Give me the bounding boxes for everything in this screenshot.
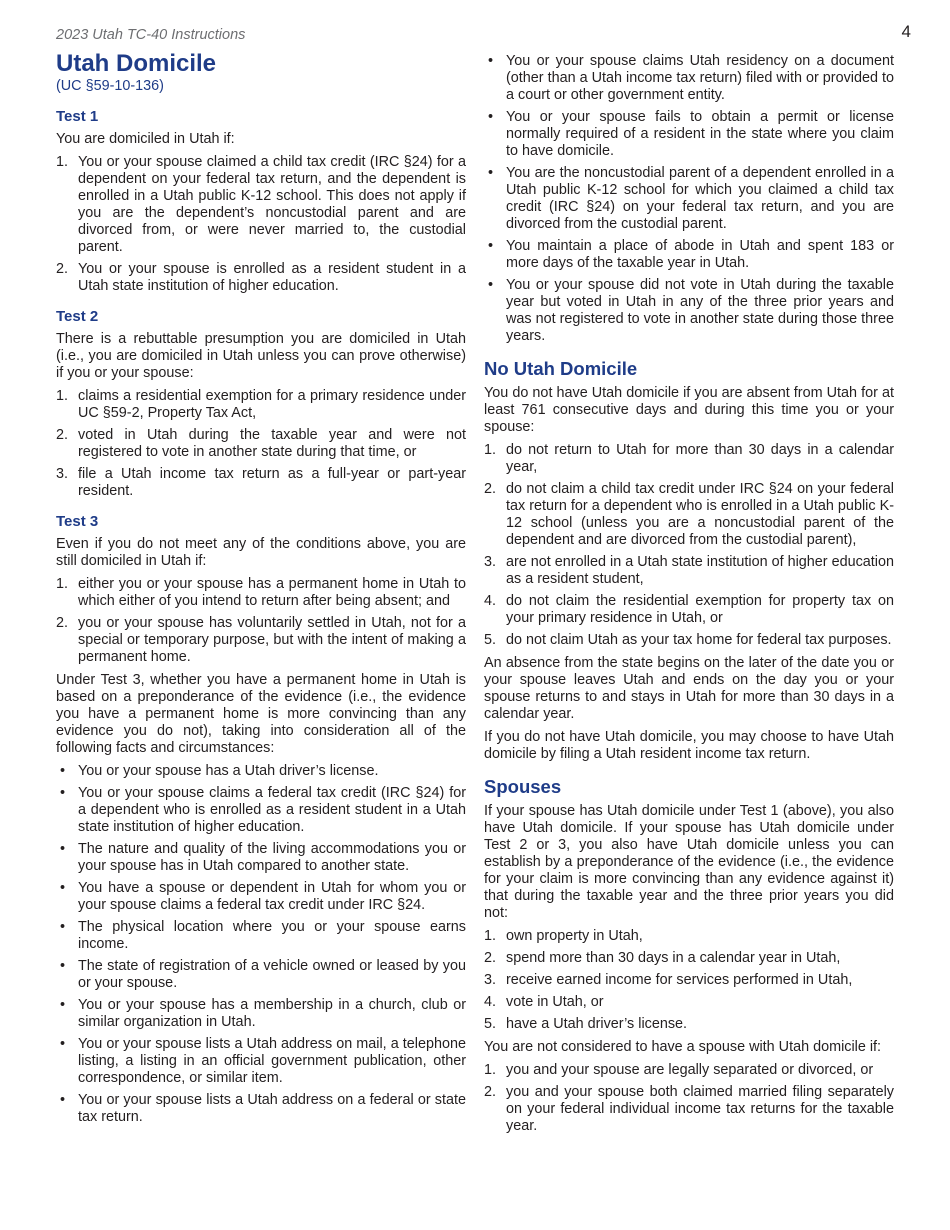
list-item-text: do not claim Utah as your tax home for federal tax purposes. <box>506 632 892 648</box>
list-item <box>56 427 466 461</box>
list-number: 2. <box>484 481 497 497</box>
statute-citation: (UC §59-10-136) <box>56 78 164 94</box>
list-item-text: do not claim a child tax credit under IRC §24 on your federal tax return for a dependent who is enrolled in a Utah public K-12 school (unless you are a noncustodial parent of the dependent and are divorced from the custodial parent), <box>506 481 894 548</box>
list-item <box>484 442 894 476</box>
list-number: 1. <box>484 928 497 944</box>
list-item <box>484 554 894 588</box>
list-item <box>484 632 894 649</box>
test2-list <box>56 388 466 500</box>
bullet-item <box>56 841 466 875</box>
list-number: 3. <box>484 554 497 570</box>
section-title-utah-domicile: Utah Domicile <box>56 50 217 77</box>
absence-paragraph: An absence from the state begins on the later of the date you or your spouse leaves Utah and ends on the day you or your spouse returns to and stays in Utah for more than 30 days in a calendar year. <box>484 655 894 722</box>
bullet-item-text: You or your spouse claims a federal tax credit (IRC §24) for a dependent who is enrolled as a resident student in a Utah state institution of higher education. <box>78 785 466 835</box>
list-number: 1. <box>56 154 69 170</box>
test2-intro: There is a rebuttable presumption you are domiciled in Utah (i.e., you are domiciled in Utah unless you can prove otherwise) if you or your spouse: <box>56 331 466 381</box>
list-number: 1. <box>484 1062 497 1078</box>
page-number: 4 <box>901 22 911 41</box>
list-item-text: do not return to Utah for more than 30 days in a calendar year, <box>506 442 894 475</box>
bullet-icon: • <box>60 958 66 974</box>
bullet-item-text: You or your spouse has a membership in a church, club or similar organization in Utah. <box>78 997 466 1030</box>
bullet-item-text: The nature and quality of the living accommodations you or your spouse has in Utah compared to another state. <box>78 841 466 874</box>
bullet-item <box>56 1092 466 1126</box>
test2-heading: Test 2 <box>56 308 99 325</box>
list-item <box>484 1016 894 1033</box>
list-number: 1. <box>56 388 69 404</box>
list-item-text: spend more than 30 days in a calendar year in Utah, <box>506 950 841 966</box>
list-number: 2. <box>484 1084 497 1100</box>
list-item <box>484 928 894 945</box>
list-item-text: you and your spouse are legally separated or divorced, or <box>506 1062 874 1078</box>
list-number: 3. <box>56 466 69 482</box>
no-domicile-list <box>484 442 894 649</box>
spouses-intro: If your spouse has Utah domicile under Test 1 (above), you also have Utah domicile. If your spouse has Utah domicile under Test 2 or 3, you also have Utah domicile unless you can establish by a preponderance of the evidence (i.e., the evidence for your claim is more convincing than any evidence against it) that during the taxable year and the three prior years you did not: <box>484 803 894 921</box>
test1-intro: You are domiciled in Utah if: <box>56 131 235 147</box>
bullet-icon: • <box>60 1092 66 1108</box>
list-item <box>56 388 466 422</box>
list-item <box>56 576 466 610</box>
test1-list <box>56 154 466 295</box>
list-item-text: file a Utah income tax return as a full-year or part-year resident. <box>78 466 466 499</box>
list-item-text: claims a residential exemption for a primary residence under UC §59-2, Property Tax Act, <box>78 388 466 421</box>
list-number: 5. <box>484 632 497 648</box>
bullet-item <box>484 238 894 272</box>
bullet-item <box>484 53 894 104</box>
test3-factors-intro: Under Test 3, whether you have a permanent home in Utah is based on a preponderance of the evidence (i.e., the evidence you have a permanent home is more convincing than any evidence you do not), taking into consideration all of the following facts and circumstances: <box>56 672 466 756</box>
list-item-text: You or your spouse claimed a child tax credit (IRC §24) for a dependent on your federal tax return, and the dependent is enrolled in a Utah public K-12 school. This does not apply if you are the dependent’s noncustodial parent and are divorced from, or were never married to, the custodial parent. <box>78 154 466 255</box>
bullet-item <box>56 958 466 992</box>
list-item-text: voted in Utah during the taxable year and were not registered to vote in another state during that time, or <box>78 427 466 460</box>
list-item <box>484 950 894 967</box>
test1-heading: Test 1 <box>56 108 99 125</box>
spouses-list <box>484 928 894 1033</box>
list-item-text: do not claim the residential exemption for property tax on your primary residence in Utah, or <box>506 593 894 626</box>
list-number: 2. <box>56 615 69 631</box>
left-column <box>56 50 466 1139</box>
list-number: 4. <box>484 994 497 1010</box>
bullet-item <box>484 165 894 233</box>
bullet-icon: • <box>60 919 66 935</box>
bullet-item-text: The state of registration of a vehicle owned or leased by you or your spouse. <box>78 958 466 991</box>
list-item-text: either you or your spouse has a permanent home in Utah to which either of you intend to return after being absent; and <box>78 576 466 609</box>
bullet-item <box>56 763 466 780</box>
list-item-text: are not enrolled in a Utah state institution of higher education as a resident student, <box>506 554 894 587</box>
list-item-text: own property in Utah, <box>506 928 643 944</box>
list-item <box>484 972 894 989</box>
list-item <box>56 615 466 666</box>
bullet-item-text: You are the noncustodial parent of a dependent enrolled in a Utah public K-12 school for which you claimed a child tax credit (IRC §24) on your federal tax return, and you are divorced from the custodial parent. <box>506 165 894 232</box>
list-item-text: you or your spouse has voluntarily settled in Utah, not for a special or temporary purpose, but with the intent of making a permanent home. <box>78 615 466 665</box>
list-item-text: receive earned income for services performed in Utah, <box>506 972 853 988</box>
bullet-icon: • <box>60 785 66 801</box>
no-domicile-intro: You do not have Utah domicile if you are absent from Utah for at least 761 consecutive days and during this time you or your spouse: <box>484 385 894 435</box>
not-considered-paragraph: You are not considered to have a spouse with Utah domicile if: <box>484 1039 882 1055</box>
list-item <box>484 994 894 1011</box>
bullet-item-text: You have a spouse or dependent in Utah for whom you or your spouse claims a federal tax credit under IRC §24. <box>78 880 466 913</box>
list-item-text: you and your spouse both claimed married filing separately on your federal individual income tax returns for the taxable year. <box>506 1084 894 1134</box>
bullet-item <box>484 109 894 160</box>
bullet-item <box>56 880 466 914</box>
list-item-text: You or your spouse is enrolled as a resident student in a Utah state institution of higher education. <box>78 261 466 294</box>
bullet-icon: • <box>488 109 494 125</box>
list-number: 4. <box>484 593 497 609</box>
bullet-item <box>56 785 466 836</box>
list-number: 5. <box>484 1016 497 1032</box>
list-item-text: have a Utah driver’s license. <box>506 1016 688 1032</box>
list-number: 2. <box>484 950 497 966</box>
bullet-item <box>56 1036 466 1087</box>
list-item <box>484 1062 894 1079</box>
bullet-item-text: You or your spouse lists a Utah address on mail, a telephone listing, a listing in an official government publication, other correspondence, or similar item. <box>78 1036 466 1086</box>
list-number: 3. <box>484 972 497 988</box>
running-header: 2023 Utah TC-40 Instructions <box>56 27 246 43</box>
bullet-item-text: You or your spouse fails to obtain a permit or license normally required of a resident in the state where you claim to have domicile. <box>506 109 894 159</box>
bullet-icon: • <box>60 1036 66 1052</box>
list-item <box>56 466 466 500</box>
list-number: 1. <box>484 442 497 458</box>
bullet-item <box>56 919 466 953</box>
test3-intro: Even if you do not meet any of the conditions above, you are still domiciled in Utah if: <box>56 536 466 569</box>
bullet-icon: • <box>488 238 494 254</box>
choose-domicile-paragraph: If you do not have Utah domicile, you may choose to have Utah domicile by filing a Utah resident income tax return. <box>484 729 894 762</box>
bullet-icon: • <box>60 841 66 857</box>
list-item-text: vote in Utah, or <box>506 994 604 1010</box>
bullet-item <box>56 997 466 1031</box>
not-considered-list <box>484 1062 894 1135</box>
list-item <box>484 481 894 549</box>
bullet-item-text: You or your spouse lists a Utah address on a federal or state tax return. <box>78 1092 466 1125</box>
bullet-item-text: You or your spouse has a Utah driver’s license. <box>78 763 379 779</box>
list-number: 1. <box>56 576 69 592</box>
list-item <box>56 261 466 295</box>
list-item <box>484 1084 894 1135</box>
bullet-icon: • <box>488 277 494 293</box>
bullet-item <box>484 277 894 345</box>
bullet-icon: • <box>488 53 494 69</box>
bullet-item-text: You or your spouse did not vote in Utah during the taxable year but voted in Utah in any of the three prior years and was not registered to vote in another state during those three years. <box>506 277 894 344</box>
spouses-heading: Spouses <box>484 776 562 797</box>
list-number: 2. <box>56 261 69 277</box>
no-domicile-heading: No Utah Domicile <box>484 358 638 379</box>
list-item <box>484 593 894 627</box>
bullet-icon: • <box>60 763 66 779</box>
right-column <box>484 53 894 1148</box>
list-number: 2. <box>56 427 69 443</box>
test3-factors-list <box>56 763 466 1126</box>
test3-factors-list-continued <box>484 53 894 345</box>
bullet-item-text: You maintain a place of abode in Utah and spent 183 or more days of the taxable year in Utah. <box>506 238 894 271</box>
list-item <box>56 154 466 256</box>
bullet-item-text: The physical location where you or your spouse earns income. <box>78 919 466 952</box>
bullet-icon: • <box>488 165 494 181</box>
bullet-icon: • <box>60 880 66 896</box>
bullet-item-text: You or your spouse claims Utah residency on a document (other than a Utah income tax return) filed with or provided to a court or other government entity. <box>506 53 894 103</box>
bullet-icon: • <box>60 997 66 1013</box>
test3-list <box>56 576 466 666</box>
test3-heading: Test 3 <box>56 513 99 530</box>
